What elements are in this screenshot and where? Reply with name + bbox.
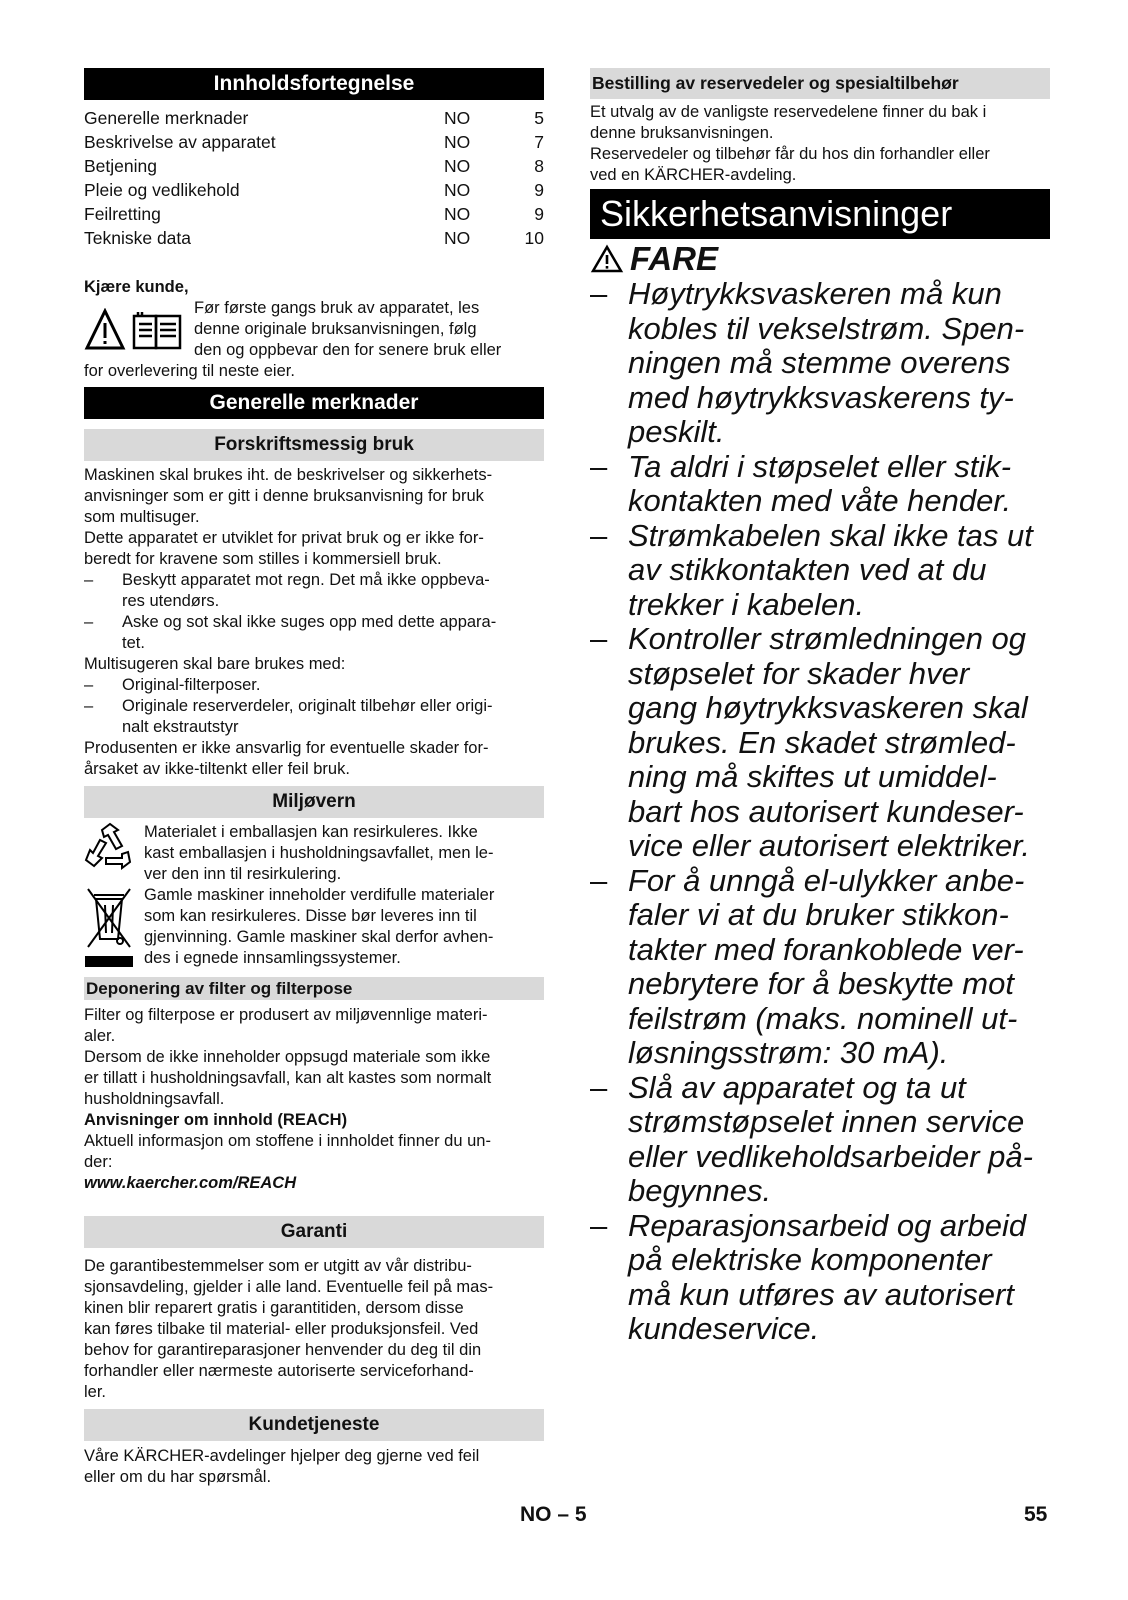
text-line: ver den inn til resirkulering. xyxy=(144,865,342,883)
toc-lang: NO xyxy=(444,228,471,248)
safety-item xyxy=(590,1071,1050,1209)
weee-text xyxy=(144,885,494,974)
text-line: anvisninger som er gitt i denne bruksanvisning for bruk xyxy=(84,487,484,505)
toc-page: 8 xyxy=(534,156,544,176)
safety-line: på elektriske komponenter xyxy=(628,1242,992,1277)
safety-line: støpselet for skader hver xyxy=(628,655,970,691)
toc-label: Betjening xyxy=(84,156,157,176)
spare-text xyxy=(590,102,1050,186)
safety-line: kobles til vekselstrøm. Spen- xyxy=(628,310,1025,346)
text-line: beredt for kravene som stilles i kommersiell bruk. xyxy=(84,550,442,568)
dash: – xyxy=(590,621,608,656)
dash: – xyxy=(84,613,94,631)
text-line: Maskinen skal brukes iht. de beskrivelser og sikkerhets- xyxy=(84,466,493,484)
safety-line: trekker i kabelen. xyxy=(628,586,865,622)
safety-list xyxy=(590,277,1050,1347)
safety-line: nebrytere for å beskytte mot xyxy=(628,966,1014,1001)
safety-item xyxy=(590,864,1050,1071)
toc-lang: NO xyxy=(444,156,471,176)
danger-label: FARE xyxy=(630,240,719,277)
dash: – xyxy=(84,697,94,715)
toc-label: Beskrivelse av apparatet xyxy=(84,132,276,152)
reach-heading: Anvisninger om innhold (REACH) xyxy=(84,1111,348,1129)
safety-line: Reparasjonsarbeid og arbeid xyxy=(628,1207,1027,1243)
text-line: Produsenten er ikke ansvarlig for eventuelle skader for- xyxy=(84,739,489,757)
text-line: Beskytt apparatet mot regn. Det må ikke oppbeva- xyxy=(122,571,490,589)
dash: – xyxy=(590,276,608,311)
text-line: tet. xyxy=(122,634,145,652)
toc-row[interactable] xyxy=(84,106,544,130)
safety-line: av stikkontakten ved at du xyxy=(628,552,987,587)
safety-line: må kun utføres av autorisert xyxy=(628,1276,1014,1312)
toc-label: Generelle merknader xyxy=(84,108,249,128)
dear-icons xyxy=(84,298,194,361)
intended-use-p4 xyxy=(84,738,544,780)
dash: – xyxy=(84,571,94,589)
safety-item xyxy=(590,622,1050,864)
intended-use-p2 xyxy=(84,528,544,570)
text-line: Original-filterposer. xyxy=(122,676,261,694)
dear-text xyxy=(194,298,501,361)
safety-line: med høytrykksvaskerens ty- xyxy=(628,379,1014,415)
safety-line: gang høytrykksvaskeren skal xyxy=(628,690,1028,725)
text-line: Dersom de ikke inneholder oppsugd materiale som ikke xyxy=(84,1048,491,1066)
toc-row[interactable] xyxy=(84,178,544,202)
recycle-icon xyxy=(84,822,144,885)
toc-table xyxy=(84,106,544,250)
weee-block xyxy=(84,885,544,974)
bullet-item xyxy=(84,696,544,738)
text-line: der: xyxy=(84,1153,113,1171)
safety-line: strømstøpselet innen service xyxy=(628,1104,1025,1139)
toc-lang: NO xyxy=(444,180,471,200)
text-line: De garantibestemmelser som er utgitt av vår distribu- xyxy=(84,1257,472,1275)
text-line: sjonsavdeling, gjelder i alle land. Eventuelle feil på mas- xyxy=(84,1278,494,1296)
text-line: Et utvalg av de vanligste reservedelene finner du bak i xyxy=(590,103,987,121)
manual-book-icon xyxy=(134,312,180,348)
safety-line: løsningsstrøm: 30 mA). xyxy=(628,1035,949,1070)
dear-line: Før første gangs bruk av apparatet, les xyxy=(194,299,480,317)
text-line: ler. xyxy=(84,1383,107,1401)
text-line: ved en KÄRCHER-avdeling. xyxy=(590,166,797,184)
text-line: Våre KÄRCHER-avdelinger hjelper deg gjerne ved feil xyxy=(84,1447,480,1465)
safety-item xyxy=(590,277,1050,450)
dash: – xyxy=(590,517,608,553)
intended-use-p1 xyxy=(84,465,544,528)
safety-item xyxy=(590,519,1050,623)
text-line: årsaket av ikke-tiltenkt eller feil bruk. xyxy=(84,760,350,778)
safety-line: peskilt. xyxy=(628,414,725,449)
text-line: forhandler eller nærmeste autoriserte serviceforhand- xyxy=(84,1362,474,1380)
safety-line: kontakten med våte hender. xyxy=(628,483,1012,518)
text-line: Reservedeler og tilbehør får du hos din forhandler eller xyxy=(590,145,990,163)
toc-lang: NO xyxy=(444,132,471,152)
dear-heading: Kjære kunde, xyxy=(84,278,189,296)
dash: – xyxy=(590,1207,608,1243)
dear-line: den og oppbevar den for senere bruk eller xyxy=(194,341,502,359)
safety-line: Strømkabelen skal ikke tas ut xyxy=(628,517,1033,553)
text-line: res utendørs. xyxy=(122,592,220,610)
left-column xyxy=(84,68,544,1488)
warning-icon xyxy=(87,311,123,348)
spare-title: Bestilling av reservedeler og spesialtilbehør xyxy=(590,68,1050,99)
warning-icon xyxy=(590,244,624,274)
service-title: Kundetjeneste xyxy=(84,1409,544,1441)
safety-item xyxy=(590,450,1050,519)
footer-page-number: 55 xyxy=(1024,1503,1048,1526)
toc-row[interactable] xyxy=(84,202,544,226)
disposal-title: Deponering av filter og filterpose xyxy=(84,977,544,1000)
toc-row[interactable] xyxy=(84,226,544,250)
dear-line: denne originale bruksanvisningen, følg xyxy=(194,320,477,338)
crossed-bin-icon xyxy=(84,885,144,974)
right-column xyxy=(590,68,1050,1347)
toc-page: 10 xyxy=(524,228,544,248)
text-line: Filter og filterpose er produsert av miljøvennlige materi- xyxy=(84,1006,488,1024)
footer-section: NO – 5 xyxy=(520,1503,587,1526)
disposal-p1 xyxy=(84,1005,544,1047)
safety-line: For å unngå el-ulykker anbe- xyxy=(628,862,1025,898)
text-line: Aktuell informasjon om stoffene i innholdet finner du un- xyxy=(84,1132,491,1150)
reach-text xyxy=(84,1131,544,1173)
recycle-block xyxy=(84,822,544,885)
recycle-text xyxy=(144,822,493,885)
toc-label: Feilretting xyxy=(84,204,161,224)
environment-title: Miljøvern xyxy=(84,786,544,818)
safety-line: begynnes. xyxy=(628,1173,772,1208)
intended-use-p3: Multisugeren skal bare brukes med: xyxy=(84,655,346,673)
toc-label: Tekniske data xyxy=(84,228,192,248)
text-line: denne bruksanvisningen. xyxy=(590,124,774,142)
text-line: som kan resirkuleres. Disse bør leveres inn til xyxy=(144,907,477,925)
toc-page: 9 xyxy=(534,180,544,200)
text-line: nalt ekstrautstyr xyxy=(122,718,239,736)
safety-line: Slå av apparatet og ta ut xyxy=(628,1069,966,1105)
toc-row[interactable] xyxy=(84,154,544,178)
dash: – xyxy=(590,862,608,898)
bullet-item xyxy=(84,675,544,696)
safety-title: Sikkerhetsanvisninger xyxy=(590,189,1050,239)
toc-row[interactable] xyxy=(84,130,544,154)
safety-line: Høytrykksvaskeren må kun xyxy=(628,276,1002,311)
toc-label: Pleie og vedlikehold xyxy=(84,180,240,200)
toc-lang: NO xyxy=(444,108,471,128)
safety-line: vice eller autorisert elektriker. xyxy=(628,828,1030,863)
safety-line: eller vedlikeholdsarbeider på- xyxy=(628,1138,1033,1174)
text-line: gjenvinning. Gamle maskiner skal derfor avhen- xyxy=(144,928,494,946)
text-line: des i egnede innsamlingssystemer. xyxy=(144,949,401,967)
text-line: aler. xyxy=(84,1027,116,1045)
safety-line: faler vi at du bruker stikkon- xyxy=(628,897,1009,932)
text-line: behov for garantireparasjoner henvender du deg til din xyxy=(84,1341,482,1359)
text-line: Originale reserverdeler, originalt tilbehør eller origi- xyxy=(122,697,493,715)
text-line: som multisuger. xyxy=(84,508,200,526)
dear-block xyxy=(84,298,544,361)
text-line: Materialet i emballasjen kan resirkuleres. Ikke xyxy=(144,823,478,841)
dear-last-line: for overlevering til neste eier. xyxy=(84,362,295,380)
safety-line: ning må skiftes ut umiddel- xyxy=(628,759,997,794)
text-line: Aske og sot skal ikke suges opp med dette appara- xyxy=(122,613,497,631)
text-line: eller om du har spørsmål. xyxy=(84,1468,272,1486)
dash: – xyxy=(84,676,94,694)
disposal-p2 xyxy=(84,1047,544,1110)
text-line: er tillatt i husholdningsavfall, kan alt kastes som normalt xyxy=(84,1069,492,1087)
safety-line: feilstrøm (maks. nominell ut- xyxy=(628,1000,1018,1036)
text-line: kast emballasjen i husholdningsavfallet, men le- xyxy=(144,844,494,862)
safety-line: takter med forankoblede ver- xyxy=(628,931,1024,967)
safety-line: bart hos autorisert kundeser- xyxy=(628,793,1024,829)
reach-link[interactable]: www.kaercher.com/REACH xyxy=(84,1174,297,1192)
dash: – xyxy=(590,448,608,484)
intended-use-title: Forskriftsmessig bruk xyxy=(84,429,544,461)
safety-line: kundeservice. xyxy=(628,1311,820,1346)
warranty-title: Garanti xyxy=(84,1216,544,1248)
safety-line: Kontroller strømledningen og xyxy=(628,621,1027,656)
text-line: kan føres tilbake til material- eller produksjonsfeil. Ved xyxy=(84,1320,479,1338)
bullet-item xyxy=(84,612,544,654)
text-line: Dette apparatet er utviklet for privat bruk og er ikke for- xyxy=(84,529,484,547)
warranty-text xyxy=(84,1256,544,1403)
safety-line: Ta aldri i støpselet eller stik- xyxy=(628,448,1012,484)
text-line: Gamle maskiner inneholder verdifulle materialer xyxy=(144,886,495,904)
danger-heading xyxy=(590,241,1050,277)
toc-page: 5 xyxy=(534,108,544,128)
safety-line: brukes. En skadet strømled- xyxy=(628,724,1016,760)
text-line: kinen blir reparert gratis i garantitiden, dersom disse xyxy=(84,1299,464,1317)
toc-title: Innholdsfortegnelse xyxy=(84,68,544,100)
text-line: husholdningsavfall. xyxy=(84,1090,225,1108)
service-text xyxy=(84,1446,544,1488)
toc-page: 7 xyxy=(534,132,544,152)
toc-page: 9 xyxy=(534,204,544,224)
general-title: Generelle merknader xyxy=(84,387,544,419)
safety-item xyxy=(590,1209,1050,1347)
safety-line: ningen må stemme overens xyxy=(628,345,1011,380)
dash: – xyxy=(590,1069,608,1105)
bullet-item xyxy=(84,570,544,612)
toc-lang: NO xyxy=(444,204,471,224)
